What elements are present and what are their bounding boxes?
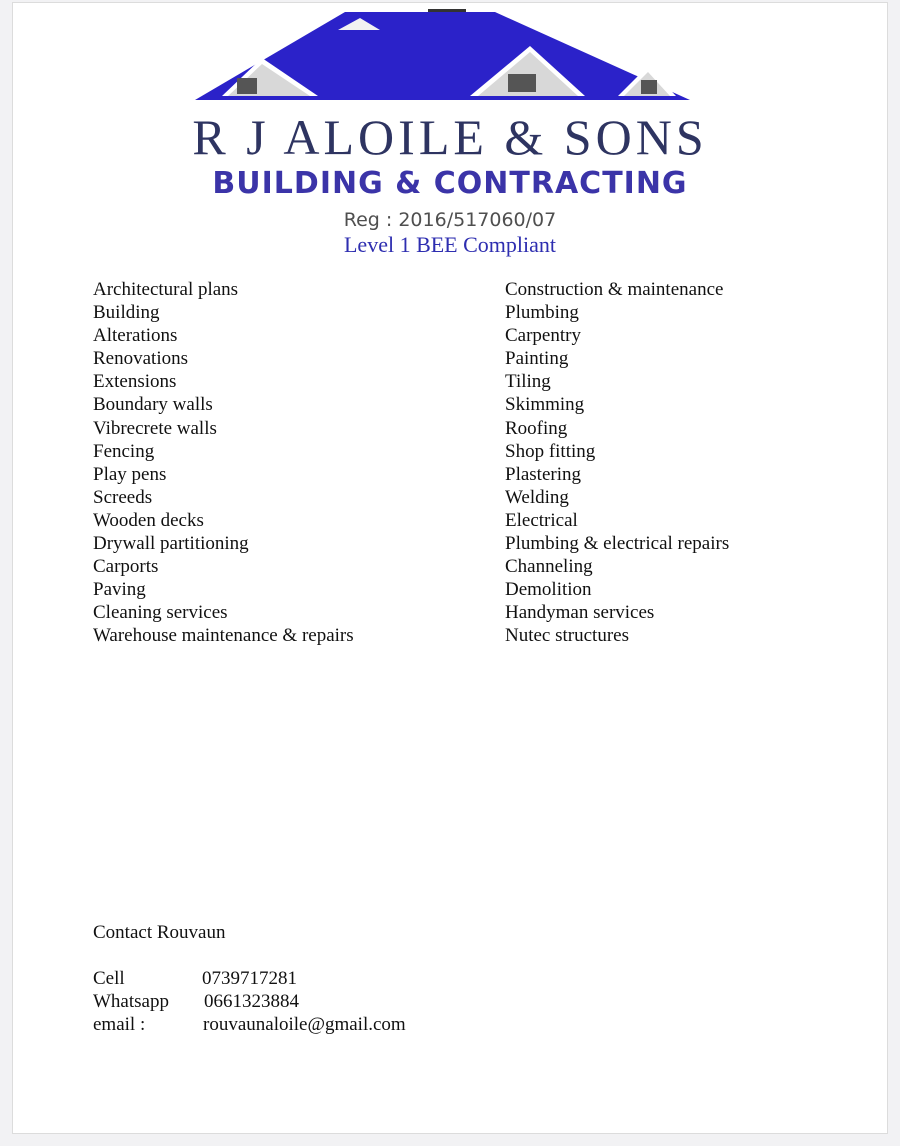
- list-item: Demolition: [505, 579, 592, 601]
- list-item: Architectural plans: [93, 279, 239, 300]
- cell-number: 0739717281: [202, 968, 297, 989]
- email-address: rouvaunaloile@gmail.com: [203, 1014, 406, 1035]
- list-item: Electrical: [505, 509, 578, 531]
- list-item: Drywall partitioning: [93, 533, 249, 555]
- list-item: Tiling: [505, 371, 551, 393]
- list-item: Plastering: [505, 463, 581, 485]
- whatsapp-label: Whatsapp: [93, 991, 169, 1012]
- cell-label: Cell: [93, 968, 125, 989]
- list-item: Paving: [93, 579, 146, 601]
- whatsapp-number: 0661323884: [204, 991, 299, 1012]
- list-item: Painting: [505, 348, 569, 370]
- company-tagline: BUILDING & CONTRACTING: [212, 166, 688, 201]
- list-item: Building: [93, 302, 160, 324]
- list-item: Plumbing & electrical repairs: [505, 533, 730, 555]
- services-list-left: [93, 278, 354, 648]
- services-list-right: [505, 278, 729, 648]
- list-item: Welding: [505, 486, 569, 508]
- list-item: Cleaning services: [93, 602, 228, 624]
- list-item: Skimming: [505, 394, 585, 416]
- list-item: Shop fitting: [505, 440, 596, 462]
- list-item: Renovations: [93, 348, 188, 370]
- list-item: Boundary walls: [93, 394, 213, 416]
- list-item: Wooden decks: [93, 509, 204, 531]
- list-item: Alterations: [93, 325, 178, 347]
- company-name: R J ALOILE & SONS: [192, 109, 708, 165]
- list-item: Extensions: [93, 371, 177, 393]
- list-item: Fencing: [93, 440, 155, 462]
- list-item: Screeds: [93, 486, 153, 508]
- list-item: Warehouse maintenance & repairs: [93, 625, 354, 647]
- list-item: Construction & maintenance: [505, 279, 724, 300]
- bee-status: Level 1 BEE Compliant: [343, 232, 557, 257]
- registration-number: Reg : 2016/517060/07: [343, 209, 557, 231]
- list-item: Channeling: [505, 556, 593, 578]
- list-item: Handyman services: [505, 602, 655, 624]
- list-item: Carports: [93, 556, 159, 578]
- list-item: Plumbing: [505, 302, 579, 324]
- contact-heading: Contact Rouvaun: [93, 922, 226, 943]
- list-item: Carpentry: [505, 325, 581, 347]
- email-label: email :: [93, 1014, 146, 1035]
- list-item: Nutec structures: [505, 625, 629, 647]
- list-item: Play pens: [93, 463, 167, 485]
- list-item: Roofing: [505, 417, 568, 439]
- list-item: Vibrecrete walls: [93, 417, 217, 439]
